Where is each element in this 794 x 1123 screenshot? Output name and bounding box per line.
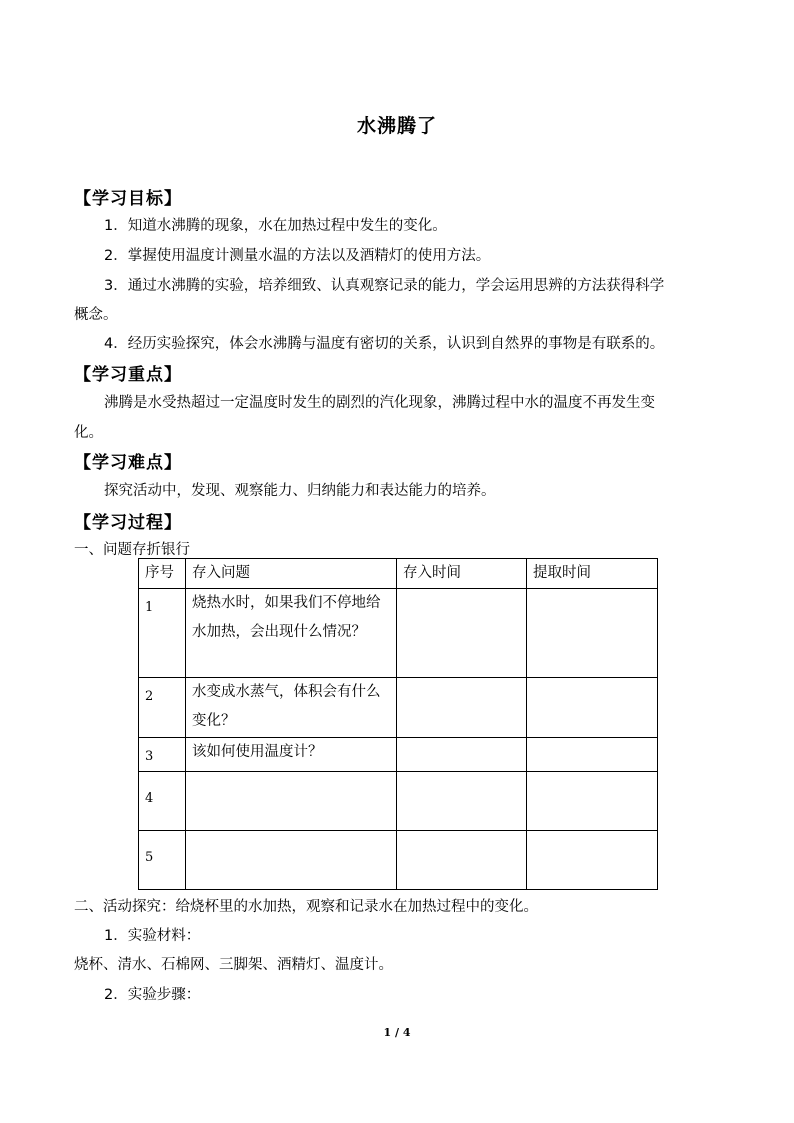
header-withdraw-time: 提取时间: [527, 559, 658, 589]
objective-item-4: 4．经历实验探究，体会水沸腾与温度有密切的关系，认识到自然界的事物是有联系的。: [104, 336, 665, 352]
key-points-line-1: 沸腾是水受热超过一定温度时发生的剧烈的汽化现象，沸腾过程中水的温度不再发生变: [104, 395, 655, 411]
steps-label: 2．实验步骤：: [104, 987, 201, 1003]
row-withdraw-time: [527, 589, 658, 678]
row-question: [186, 831, 397, 890]
table-row: [139, 678, 658, 738]
row-question: 烧热水时，如果我们不停地给水加热，会出现什么情况？: [186, 589, 397, 678]
process-heading: 【学习过程】: [74, 513, 182, 533]
row-deposit-time: [397, 772, 527, 831]
row-number: 2: [139, 678, 186, 738]
row-number: 1: [139, 589, 186, 678]
page-title: 水沸腾了: [356, 115, 437, 137]
table-header-row: [139, 559, 658, 589]
materials-label: 1．实验材料：: [104, 928, 201, 944]
row-question: [186, 772, 397, 831]
difficulties-heading: 【学习难点】: [74, 453, 182, 473]
row-deposit-time: [397, 831, 527, 890]
header-number: 序号: [139, 559, 186, 589]
page-number: 1 / 4: [383, 1026, 411, 1039]
header-question: 存入问题: [186, 559, 397, 589]
table-row: [139, 772, 658, 831]
table-row: [139, 589, 658, 678]
row-number: 4: [139, 772, 186, 831]
row-deposit-time: [397, 589, 527, 678]
row-withdraw-time: [527, 738, 658, 772]
row-deposit-time: [397, 738, 527, 772]
objective-item-2: 2．掌握使用温度计测量水温的方法以及酒精灯的使用方法。: [104, 248, 491, 264]
row-withdraw-time: [527, 772, 658, 831]
objective-item-3: 3．通过水沸腾的实验，培养细致、认真观察记录的能力，学会运用思辨的方法获得科学: [104, 278, 665, 294]
objective-item-1: 1．知道水沸腾的现象，水在加热过程中发生的变化。: [104, 218, 447, 234]
row-question: 水变成水蒸气，体积会有什么变化？: [186, 678, 397, 738]
objectives-heading: 【学习目标】: [74, 189, 182, 209]
row-withdraw-time: [527, 831, 658, 890]
row-number: 5: [139, 831, 186, 890]
key-points-line-2: 化。: [74, 425, 103, 441]
table-row: [139, 738, 658, 772]
row-question: 该如何使用温度计？: [186, 738, 397, 772]
difficulties-text: 探究活动中，发现、观察能力、归纳能力和表达能力的培养。: [104, 483, 496, 499]
section1-title: 一、问题存折银行: [74, 542, 190, 558]
key-points-heading: 【学习重点】: [74, 365, 182, 385]
row-withdraw-time: [527, 678, 658, 738]
row-deposit-time: [397, 678, 527, 738]
table-row: [139, 831, 658, 890]
question-bank-table: [138, 558, 658, 890]
objective-item-3-continued: 概念。: [74, 307, 118, 323]
row-number: 3: [139, 738, 186, 772]
materials-text: 烧杯、清水、石棉网、三脚架、酒精灯、温度计。: [74, 957, 393, 973]
section2-title: 二、活动探究：给烧杯里的水加热，观察和记录水在加热过程中的变化。: [74, 899, 538, 915]
header-deposit-time: 存入时间: [397, 559, 527, 589]
